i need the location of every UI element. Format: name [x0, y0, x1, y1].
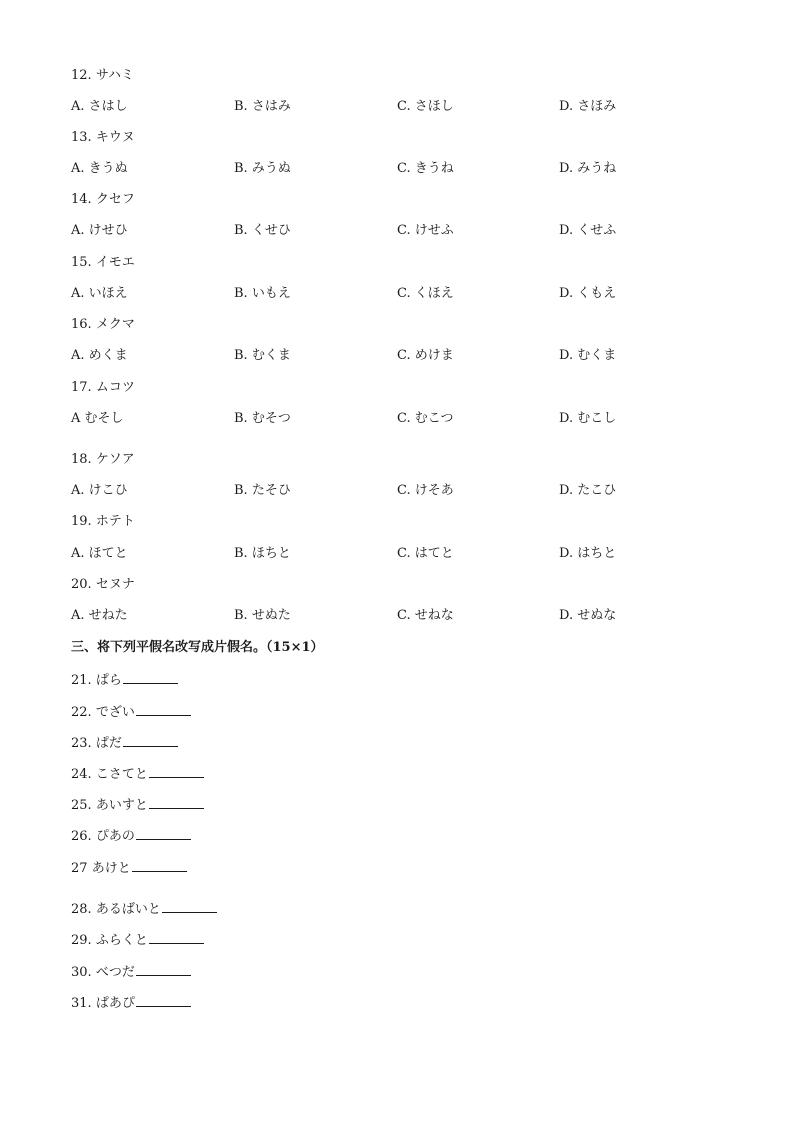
question-prompt: イモエ: [95, 255, 135, 270]
option-b: B. さはみ: [234, 99, 291, 114]
item-number: 31.: [71, 996, 92, 1011]
question-14-prompt: [71, 191, 135, 209]
item-number: 21.: [71, 673, 92, 688]
question-number: 16.: [71, 317, 92, 332]
option-c: C. けせふ: [397, 223, 454, 238]
question-prompt: サハミ: [95, 68, 135, 83]
option-a: A. せねた: [71, 608, 128, 623]
answer-blank[interactable]: [136, 826, 191, 840]
item-number: 24.: [71, 767, 92, 782]
option-d: D. むこし: [559, 411, 617, 426]
answer-blank[interactable]: [149, 795, 204, 809]
answer-blank[interactable]: [123, 670, 178, 684]
answer-blank[interactable]: [136, 993, 191, 1007]
option-d: D. さほみ: [559, 99, 617, 114]
option-b: B. いもえ: [234, 286, 291, 301]
fill-item-21: [71, 670, 178, 688]
option-b: B. せぬた: [234, 608, 291, 623]
question-number: 12.: [71, 68, 92, 83]
answer-blank[interactable]: [149, 930, 204, 944]
answer-blank[interactable]: [162, 899, 217, 913]
option-a: A. けせひ: [71, 223, 128, 238]
option-d: D. たこひ: [559, 483, 617, 498]
option-a: A. めくま: [71, 348, 128, 363]
item-text: あるばいと: [95, 902, 161, 917]
item-text: こさてと: [95, 767, 148, 782]
option-b: B. たそひ: [234, 483, 291, 498]
option-c: C. きうね: [397, 161, 454, 176]
option-c: C. さほし: [397, 99, 454, 114]
option-a: A. けこひ: [71, 483, 128, 498]
item-text: ぱだ: [95, 736, 122, 751]
option-d: D. はちと: [559, 546, 617, 561]
item-number: 28.: [71, 902, 92, 917]
question-prompt: ケソア: [95, 452, 135, 467]
answer-blank[interactable]: [123, 733, 178, 747]
item-text: ぴあの: [95, 829, 135, 844]
option-a: A むそし: [71, 411, 124, 426]
question-prompt: キウヌ: [95, 130, 135, 145]
answer-blank[interactable]: [136, 702, 191, 716]
question-number: 15.: [71, 255, 92, 270]
question-number: 19.: [71, 514, 92, 529]
option-b: B. むそつ: [234, 411, 291, 426]
question-13-prompt: [71, 129, 135, 147]
option-b: B. みうぬ: [234, 161, 291, 176]
option-c: C. けそあ: [397, 483, 454, 498]
item-number: 22.: [71, 705, 92, 720]
option-c: C. はてと: [397, 546, 454, 561]
option-b: B. ほちと: [234, 546, 291, 561]
question-12-prompt: [71, 67, 134, 85]
question-number: 14.: [71, 192, 92, 207]
item-text: あけと: [91, 861, 131, 876]
option-d: D. せぬな: [559, 608, 617, 623]
option-c: C. くほえ: [397, 286, 454, 301]
item-number: 27: [71, 861, 88, 876]
question-16-prompt: [71, 316, 135, 334]
option-d: D. みうね: [559, 161, 617, 176]
item-text: べつだ: [95, 965, 135, 980]
item-text: ぱあぴ: [95, 996, 135, 1011]
question-number: 17.: [71, 380, 92, 395]
option-a: A. きうぬ: [71, 161, 128, 176]
question-number: 13.: [71, 130, 92, 145]
fill-item-22: [71, 702, 191, 720]
answer-blank[interactable]: [149, 764, 204, 778]
question-prompt: ムコツ: [95, 380, 135, 395]
option-d: D. むくま: [559, 348, 617, 363]
item-text: ふらくと: [95, 933, 148, 948]
fill-item-24: [71, 764, 204, 782]
question-18-prompt: [71, 451, 135, 469]
option-d: D. くもえ: [559, 286, 617, 301]
answer-blank[interactable]: [132, 858, 187, 872]
option-c: C. せねな: [397, 608, 454, 623]
option-a: A. いほえ: [71, 286, 128, 301]
item-number: 29.: [71, 933, 92, 948]
item-text: でざい: [95, 705, 135, 720]
answer-blank[interactable]: [136, 962, 191, 976]
question-prompt: ホテト: [95, 514, 135, 529]
fill-item-27: [71, 858, 187, 876]
question-number: 18.: [71, 452, 92, 467]
fill-item-25: [71, 795, 204, 813]
question-prompt: クセフ: [95, 192, 135, 207]
item-text: あいすと: [95, 798, 148, 813]
option-b: B. くせひ: [234, 223, 291, 238]
item-number: 25.: [71, 798, 92, 813]
fill-item-29: [71, 930, 204, 948]
item-number: 30.: [71, 965, 92, 980]
question-prompt: セヌナ: [95, 577, 135, 592]
question-19-prompt: [71, 513, 135, 531]
option-d: D. くせふ: [559, 223, 617, 238]
option-a: A. ほてと: [71, 546, 128, 561]
item-number: 23.: [71, 736, 92, 751]
option-c: C. めけま: [397, 348, 454, 363]
fill-item-28: [71, 899, 217, 917]
question-number: 20.: [71, 577, 92, 592]
fill-item-31: [71, 993, 191, 1011]
option-b: B. むくま: [234, 348, 291, 363]
option-c: C. むこつ: [397, 411, 454, 426]
question-15-prompt: [71, 254, 135, 272]
question-17-prompt: [71, 379, 135, 397]
item-number: 26.: [71, 829, 92, 844]
section-title: 三、将下列平假名改写成片假名。（15×1）: [71, 640, 324, 655]
option-a: A. さはし: [71, 99, 128, 114]
question-20-prompt: [71, 576, 135, 594]
fill-item-30: [71, 962, 191, 980]
fill-item-23: [71, 733, 178, 751]
question-prompt: メクマ: [95, 317, 135, 332]
item-text: ぱら: [95, 673, 122, 688]
fill-item-26: [71, 826, 191, 844]
